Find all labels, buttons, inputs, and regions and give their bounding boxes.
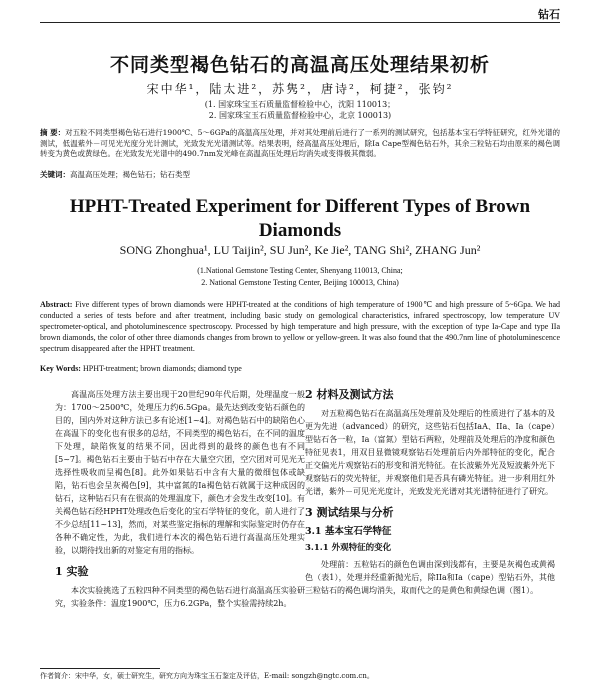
footnote-rule bbox=[40, 668, 160, 669]
english-abstract-label: Abstract: bbox=[40, 300, 73, 309]
chinese-title: 不同类型褐色钻石的高温高压处理结果初析 bbox=[109, 54, 490, 76]
english-abstract bbox=[40, 299, 560, 354]
author-footnote: 作者简介：宋中华，女，硕士研究生，研究方向为珠宝玉石鉴定及评估，E-mail: songzh@ngtc.com.cn。 bbox=[40, 672, 374, 680]
header-rule bbox=[40, 22, 560, 23]
chinese-authors: 宋中华¹，陆太进²，苏隽²，唐诗²，柯捷²，张钧² bbox=[146, 82, 454, 96]
english-abstract-text: Five different types of brown diamonds were HPHT-treated at the conditions of high temperature of 1900℃ and high pressure of 5~6Gpa. We had conducted a series of tests before and after treatment, including basic study on gemological characteristics, infrared spectroscopy, low temperature UV spectrometer-optical, and photoluminescence spectroscopy. Processed by high temperature and high pressure, with the exception of type Ia-Cape and type IIa brown diamonds, the color of other three diamonds changes from brown to yellow or yellow-green. It was also found that the 490.7nm line of photoluminescence spectrum disappeared after the HPHT treatment. bbox=[40, 300, 561, 353]
english-title: HPHT-Treated Experiment for Different Types of Brown Diamonds bbox=[69, 196, 531, 241]
section-3-1-heading: 3.1 基本宝石学特征 bbox=[305, 526, 392, 537]
left-column bbox=[55, 388, 305, 610]
chinese-abstract-text: 对五粒不同类型褐色钻石进行1900℃、5～6GPa的高温高压处理，并对其处理前后进行了一系列的测试研究，包括基本宝石学特征研究，红外光谱的测试，低温紫外－可见光光度分光计测试，光致发光光谱测试等。结果表明，经高温高压处理后，除Ia Cape型褐色钻石外，其余三粒钻石均由原来的褐色调转变为黄色或黄绿色。在光致发光光谱中的490.7nm发光峰在高温高压处理后均消失或变得极其微弱。 bbox=[40, 128, 560, 158]
section-1-heading: 1 实验 bbox=[55, 565, 89, 578]
methods-paragraph: 对五粒褐色钻石在高温高压处理前及处理后的性质进行了基本的及更为先进（advanced）的研究，这些钻石包括IaA、IIa、Ia（cape）型钻石各一粒，Ia（富氮）型钻石两粒，处理前及处理后的净度和颜色特征见表1，用双目显微镜观察钻石处理前后内外部特征的变化，配合正交偏光片观察钻石的形变和消光特征。在长波紫外光及短波紫外光下观察钻石的荧光特征，并观察他们是否具有磷光特征。进一步利用红外光谱，紫外－可见光光度计，光致发光光谱对其光谱特征进行了研究。 bbox=[305, 409, 555, 496]
appearance-paragraph: 处理前：五粒钻石的颜色色调由深到浅都有，主要是灰褐色或黄褐色（表1），处理并经重新抛光后，除IIa和Ia（cape）型钻石外，其他三粒钻石的褐色调均消失，取而代之的是黄色和黄绿色调（图1）。 bbox=[305, 560, 555, 595]
right-column bbox=[305, 388, 555, 597]
chinese-keywords bbox=[40, 170, 560, 180]
chinese-abstract bbox=[40, 128, 560, 160]
chinese-abstract-label: 摘 要： bbox=[40, 128, 66, 137]
english-authors: SONG Zhonghua¹, LU Taijin², SU Jun², Ke Jie², TANG Shi², ZHANG Jun² bbox=[119, 243, 481, 257]
intro-paragraph: 高温高压处理方法主要出现于20世纪90年代后期，处理温度一般为：1700～2500℃，处理压力约6.5Gpa。最先达到改变钻石颜色的目的，国内外对这种方法已多有论述[1~4]。对褐色钻石中的缺陷色心在高温下的变化也有很多的总结，不同类型的褐色钻石，在不同的温度下处理，缺陷恢复的结果不同，因此得到的最终的颜色也有不同[5~7]。褐色钻石主要由于钻石中存在大量空穴团，空穴团对可见光无选择性吸收而呈褐色[8]。此外如果钻石中含有大量的微细包体或缺陷，钻石也会呈灰褐色[9]，其中富氮的Ia褐色钻石就属于这种成因的钻石，这种钻石只有在很高的处理温度下，颜色才会发生改变[10]。有关褐色钻石经HPHT处理改色后变化的宝石学特征的变化，前人进行了不少总结[11~13]，然而，对某些鉴定指标的理解和实际鉴定时仍存在各种不确定性，为此，我们进行本次的褐色钻石进行高温高压处理实验，以期待找出新的对鉴定有用的指标。 bbox=[55, 390, 305, 555]
english-keywords-label: Key Words: bbox=[40, 364, 81, 373]
experiment-paragraph: 本次实验挑选了五粒四种不同类型的褐色钻石进行高温高压实验研究，实验条件：温度1900℃，压力6.2GPa，整个实验需持续2h。 bbox=[55, 586, 305, 608]
chinese-keywords-text: 高温高压处理；褐色钻石；钻石类型 bbox=[70, 170, 190, 179]
english-keywords-text: HPHT-treatment; brown diamonds; diamond type bbox=[82, 364, 242, 373]
english-affiliation-2: 2. National Gemstone Testing Center, Beijing 100013, China) bbox=[201, 278, 399, 287]
section-3-heading: 3 测试结果与分析 bbox=[305, 506, 394, 519]
section-2-heading: 2 材料及测试方法 bbox=[305, 388, 394, 401]
english-keywords bbox=[40, 364, 560, 373]
section-3-1-1-heading: 3.1.1 外观特征的变化 bbox=[305, 543, 392, 553]
chinese-affiliation-2: 2. 国家珠宝玉石质量监督检验中心，北京 100013) bbox=[208, 111, 392, 120]
english-affiliation-1: (1.National Gemstone Testing Center, Shenyang 110013, China; bbox=[197, 266, 403, 275]
chinese-keywords-label: 关键词： bbox=[40, 170, 70, 179]
chinese-affiliation-1: (1. 国家珠宝玉石质量监督检验中心，沈阳 110013； bbox=[204, 100, 396, 109]
running-head: 钻石 bbox=[538, 8, 560, 21]
